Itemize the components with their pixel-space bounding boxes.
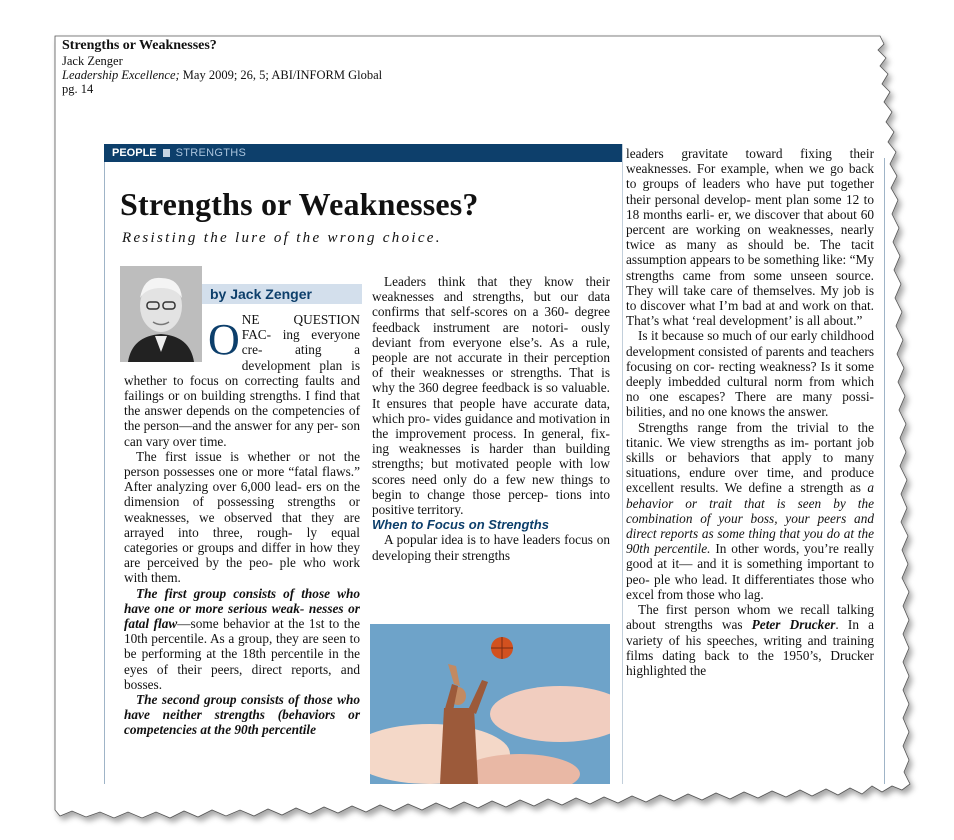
paragraph bbox=[626, 602, 874, 678]
column-2 bbox=[372, 274, 610, 563]
paragraph-text: In other words, you’re really good at it— and it is something important to peo- ple who lead. It differentiates those who excel from those who lag. bbox=[626, 541, 874, 602]
section-label: PEOPLE bbox=[112, 147, 157, 159]
column-3 bbox=[626, 146, 874, 678]
right-rule bbox=[884, 158, 885, 784]
illustration bbox=[370, 624, 610, 784]
paragraph-text: Strengths range from the trivial to the titanic. We view strengths as im- portant job skills or behaviors that apply to many situations, endure over time, and produce excellent results. We define a strength as bbox=[626, 419, 874, 496]
emphasis-text: The first group consists of those who have one or more serious weak- nesses or fatal flaw bbox=[124, 585, 360, 632]
byline: by Jack Zenger bbox=[202, 284, 362, 304]
citation-journal: Leadership Excellence; bbox=[62, 68, 180, 82]
subheading: When to Focus on Strengths bbox=[372, 517, 549, 533]
headline: Strengths or Weaknesses? bbox=[120, 186, 479, 222]
paragraph: The second group consists of those who have neither strengths (behaviors or competencies at the 90th percentile bbox=[124, 692, 360, 738]
paragraph bbox=[124, 586, 360, 692]
lead-caps: NE QUESTION FAC- bbox=[241, 312, 360, 343]
basketball-player-illustration-icon bbox=[370, 624, 610, 784]
lead-text: ing everyone cre- ating a development plan is whether to focus on correcting faults and failings or on building strengths. I find that the answer depends on the competencies of the person—and the answer for any per- son can vary over time. bbox=[124, 327, 360, 449]
paragraph: A popular idea is to have leaders focus on developing their strengths bbox=[372, 532, 610, 563]
definition-text: a behavior or trait that is seen by the combination of your boss, your peers and direct reports as some thing that you do at the 90th percentile. bbox=[626, 480, 874, 557]
left-rule bbox=[104, 162, 105, 784]
article bbox=[104, 144, 874, 784]
citation-author: Jack Zenger bbox=[62, 54, 123, 68]
section-square-icon bbox=[163, 149, 170, 157]
paragraph-text: The first person whom we recall talking about strengths was bbox=[626, 602, 874, 633]
deck: Resisting the lure of the wrong choice. bbox=[122, 230, 442, 246]
lead-paragraph bbox=[124, 312, 360, 449]
column-1 bbox=[124, 312, 360, 738]
citation-page: pg. 14 bbox=[62, 82, 94, 96]
drop-cap: O bbox=[208, 315, 240, 364]
citation-source bbox=[62, 68, 382, 82]
citation-block bbox=[62, 38, 382, 96]
paragraph: The first issue is whether or not the person possesses one or more “fatal flaws.” After analyzing over 6,000 lead- ers on the dimension of possessing strengths or weaknesses, we observed that they are arrayed into three, rough- ly equal categories or groups and differ in how they are perceived by the peo- ple who work with them. bbox=[124, 448, 360, 586]
paragraph: Is it because so much of our early childhood development consisted of parents and teachers focusing on cor- recting weakness? Is it some deeply imbedded cultural norm from which no one escapes? There are many possi- bilities, and no one knows the answer. bbox=[626, 328, 874, 420]
paragraph-text: . In a variety of his speeches, writing and training films dating back to the 1950’s, Drucker highlighted the bbox=[626, 617, 875, 678]
citation-title: Strengths or Weaknesses? bbox=[62, 38, 217, 53]
section-bar bbox=[104, 144, 622, 162]
citation-details: May 2009; 26, 5; ABI/INFORM Global bbox=[179, 68, 383, 82]
paragraph: Leaders think that they know their weaknesses and strengths, but our data confirms that self-scores on a 360- degree feedback instrument are notori- ously deviant from everyone else’s. As a rule, people are not accurate in their perception of their weaknesses or strengths. That is why the 360 degree feedback is so valuable. It ensures that people have accurate data, which pro- vides guidance and motivation in the improvement process. In general, fix- ing weaknesses is harder than building strengths; but motivated people with low scores need only do a few new things to begin to change those percep- tions into positive territory. bbox=[372, 274, 610, 518]
column-rule bbox=[622, 144, 623, 784]
name-text: Peter Drucker bbox=[751, 617, 836, 633]
paragraph-text: —some behavior at the 1st to the 10th percentile. As a group, they are seen to be performing at the 18th percentile in the eyes of their peers, direct reports, and bosses. bbox=[124, 616, 361, 692]
paragraph bbox=[626, 420, 874, 602]
paragraph: leaders gravitate toward fixing their weaknesses. For example, when we go back to groups of leaders who have put together their personal develop- ment plan some 12 to 18 months earli- er, we discover that about 60 percent are working on weaknesses, nearly twice as many as should be. The tacit assumption appears to be something like: “My strengths came from some unseen source. They will take care of themselves. My job is to discover what I’m bad at and work on that. That’s what ‘real development’ is all about.” bbox=[626, 146, 874, 329]
section-sublabel: STRENGTHS bbox=[175, 147, 247, 159]
